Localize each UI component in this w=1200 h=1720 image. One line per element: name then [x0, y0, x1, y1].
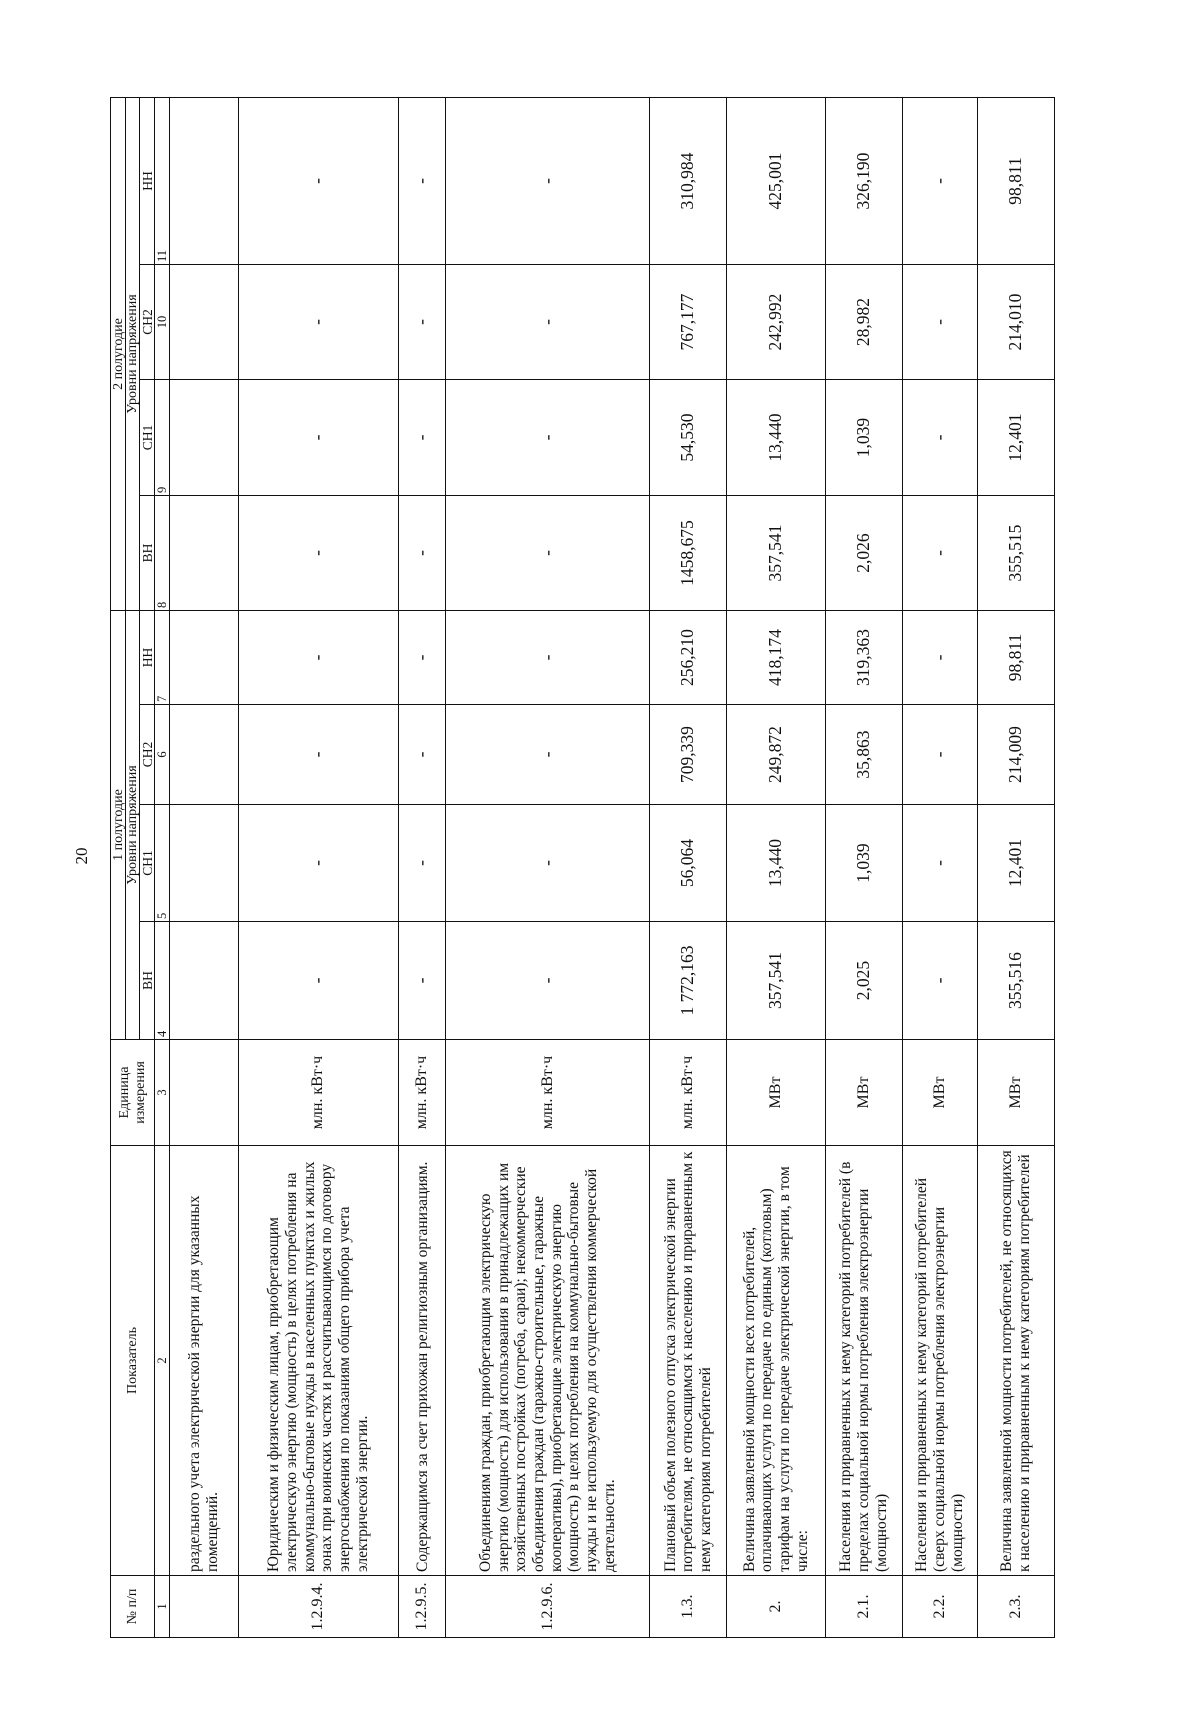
cell-value: 13,440: [727, 805, 826, 922]
row-number: 2.2.: [902, 1576, 977, 1638]
cell-value: -: [902, 805, 977, 922]
cell-value: -: [446, 611, 650, 705]
cell-value: -: [399, 380, 446, 496]
header-level-nn-2: НН: [140, 98, 155, 265]
cell-value: -: [399, 611, 446, 705]
row-unit: млн. кВт·ч: [238, 1040, 399, 1146]
row-number: 1.2.9.4.: [238, 1576, 399, 1638]
row-indicator: раздельного учета электрической энергии для указанных помещений.: [170, 1146, 239, 1576]
cell-value: -: [902, 380, 977, 496]
cell-value: 355,515: [977, 496, 1054, 611]
cell-value: 98,811: [977, 98, 1054, 265]
col-number: 1: [155, 1576, 170, 1638]
row-indicator: Величина заявленной мощности потребителей, не относящихся к населению и приравненным к нему категориям потребителей: [977, 1146, 1054, 1576]
table-row: [727, 98, 826, 1638]
cell-value: -: [238, 380, 399, 496]
cell-value: -: [902, 705, 977, 805]
cell-value: 1,039: [825, 805, 902, 922]
header-unit: Единица измерения: [111, 1040, 155, 1146]
col-number: 3: [155, 1040, 170, 1146]
cell-value: 357,541: [727, 922, 826, 1040]
cell-value: 214,009: [977, 705, 1054, 805]
page-number: 20: [72, 847, 91, 865]
cell-value: 28,982: [825, 265, 902, 380]
cell-value: 425,001: [727, 98, 826, 265]
cell-value: -: [446, 705, 650, 805]
cell-value: 56,064: [649, 805, 726, 922]
row-unit: МВт: [977, 1040, 1054, 1146]
row-number: [170, 1576, 239, 1638]
col-number: 7: [155, 611, 170, 705]
cell-value: [170, 805, 239, 922]
row-indicator: Плановый объем полезного отпуска электрической энергии потребителям, не относящимся к населению и приравненным к нему категориям потребителей: [649, 1146, 726, 1576]
row-unit: млн. кВт·ч: [649, 1040, 726, 1146]
cell-value: 357,541: [727, 496, 826, 611]
column-number-row: [155, 98, 170, 1638]
cell-value: 1 772,163: [649, 922, 726, 1040]
cell-value: -: [238, 265, 399, 380]
cell-value: [170, 265, 239, 380]
col-number: 4: [155, 922, 170, 1040]
table-row: [399, 98, 446, 1638]
header-indicator: Показатель: [111, 1146, 155, 1576]
cell-value: -: [446, 265, 650, 380]
cell-value: 319,363: [825, 611, 902, 705]
cell-value: 2,026: [825, 496, 902, 611]
header-level-sn1-2: СН1: [140, 380, 155, 496]
cell-value: 214,010: [977, 265, 1054, 380]
cell-value: -: [238, 922, 399, 1040]
table-row: [238, 98, 399, 1638]
cell-value: 54,530: [649, 380, 726, 496]
cell-value: [170, 705, 239, 805]
cell-value: 249,872: [727, 705, 826, 805]
cell-value: -: [446, 98, 650, 265]
cell-value: 13,440: [727, 380, 826, 496]
cell-value: [170, 611, 239, 705]
row-unit: [170, 1040, 239, 1146]
header-level-sn2-1: СН2: [140, 705, 155, 805]
row-unit: МВт: [727, 1040, 826, 1146]
cell-value: -: [238, 611, 399, 705]
table-row: [170, 98, 239, 1638]
cell-value: -: [446, 496, 650, 611]
rotated-table-container: [110, 98, 1055, 1638]
row-indicator: Населения и приравненных к нему категорий потребителей (в пределах социальной нормы потребления электроэнергии (мощности): [825, 1146, 902, 1576]
cell-value: -: [399, 265, 446, 380]
cell-value: -: [446, 380, 650, 496]
header-voltage-levels-1: Уровни напряжения: [126, 611, 140, 1040]
col-number: 9: [155, 380, 170, 496]
cell-value: 256,210: [649, 611, 726, 705]
cell-value: 12,401: [977, 805, 1054, 922]
row-indicator: Населения и приравненных к нему категорий потребителей (сверх социальной нормы потребления электроэнергии (мощности): [902, 1146, 977, 1576]
row-number: 1.3.: [649, 1576, 726, 1638]
cell-value: -: [902, 922, 977, 1040]
header-half-1: 1 полугодие: [111, 611, 126, 1040]
cell-value: 242,992: [727, 265, 826, 380]
row-number: 1.2.9.6.: [446, 1576, 650, 1638]
row-number: 2.3.: [977, 1576, 1054, 1638]
cell-value: -: [399, 496, 446, 611]
cell-value: 12,401: [977, 380, 1054, 496]
row-unit: млн. кВт·ч: [446, 1040, 650, 1146]
header-level-sn1-1: СН1: [140, 805, 155, 922]
cell-value: -: [902, 98, 977, 265]
cell-value: [170, 98, 239, 265]
table-row: [902, 98, 977, 1638]
cell-value: -: [902, 265, 977, 380]
table-row: [446, 98, 650, 1638]
cell-value: -: [902, 496, 977, 611]
cell-value: [170, 496, 239, 611]
row-indicator: Содержащимся за счет прихожан религиозным организациям.: [399, 1146, 446, 1576]
col-number: 11: [155, 98, 170, 265]
cell-value: 709,339: [649, 705, 726, 805]
cell-value: -: [238, 805, 399, 922]
cell-value: -: [399, 922, 446, 1040]
header-level-vn-2: ВН: [140, 496, 155, 611]
cell-value: 2,025: [825, 922, 902, 1040]
header-voltage-levels-2: Уровни напряжения: [126, 98, 140, 611]
col-number: 6: [155, 705, 170, 805]
row-indicator: Юридическим и физическим лицам, приобретающим электрическую энергию (мощность) в целях потребления на коммунально-бытовые нужды в населенных пунктах и жилых зонах при воинских частях и рассчитывающимся по договору энергоснабжения по показаниям общего прибора учета электрической энергии.: [238, 1146, 399, 1576]
row-unit: МВт: [825, 1040, 902, 1146]
header-half-2: 2 полугодие: [111, 98, 126, 611]
row-indicator: Величина заявленной мощности всех потребителей, оплачивающих услуги по передаче по единым (котловым) тарифам на услуги по передаче электрической энергии, в том числе:: [727, 1146, 826, 1576]
header-num: № п/п: [111, 1576, 155, 1638]
cell-value: 355,516: [977, 922, 1054, 1040]
cell-value: [170, 922, 239, 1040]
table-row: [977, 98, 1054, 1638]
cell-value: -: [399, 98, 446, 265]
table-row: [825, 98, 902, 1638]
cell-value: 35,863: [825, 705, 902, 805]
cell-value: -: [902, 611, 977, 705]
cell-value: 326,190: [825, 98, 902, 265]
cell-value: 1,039: [825, 380, 902, 496]
data-table: [110, 97, 1055, 1638]
cell-value: 418,174: [727, 611, 826, 705]
row-number: 2.1.: [825, 1576, 902, 1638]
col-number: 10: [155, 265, 170, 380]
col-number: 5: [155, 805, 170, 922]
cell-value: -: [399, 705, 446, 805]
row-indicator: Объединениям граждан, приобретающим электрическую энергию (мощность) для использования в принадлежащих им хозяйственных постройках (погреба, сараи); некоммерческие объединения граждан (гаражно-строительные, гаражные кооперативы), приобретающие электрическую энергию (мощность) в целях потребления на коммунально-бытовые нужды и не используемую для осуществления коммерческой деятельности.: [446, 1146, 650, 1576]
cell-value: -: [238, 98, 399, 265]
cell-value: 310,984: [649, 98, 726, 265]
cell-value: -: [399, 805, 446, 922]
cell-value: -: [238, 705, 399, 805]
cell-value: [170, 380, 239, 496]
header-level-sn2-2: СН2: [140, 265, 155, 380]
header-level-nn-1: НН: [140, 611, 155, 705]
cell-value: -: [238, 496, 399, 611]
cell-value: -: [446, 922, 650, 1040]
cell-value: 767,177: [649, 265, 726, 380]
row-unit: МВт: [902, 1040, 977, 1146]
row-number: 1.2.9.5.: [399, 1576, 446, 1638]
cell-value: 98,811: [977, 611, 1054, 705]
cell-value: -: [446, 805, 650, 922]
header-level-vn-1: ВН: [140, 922, 155, 1040]
row-unit: млн. кВт·ч: [399, 1040, 446, 1146]
table-row: [649, 98, 726, 1638]
cell-value: 1458,675: [649, 496, 726, 611]
row-number: 2.: [727, 1576, 826, 1638]
col-number: 8: [155, 496, 170, 611]
col-number: 2: [155, 1146, 170, 1576]
